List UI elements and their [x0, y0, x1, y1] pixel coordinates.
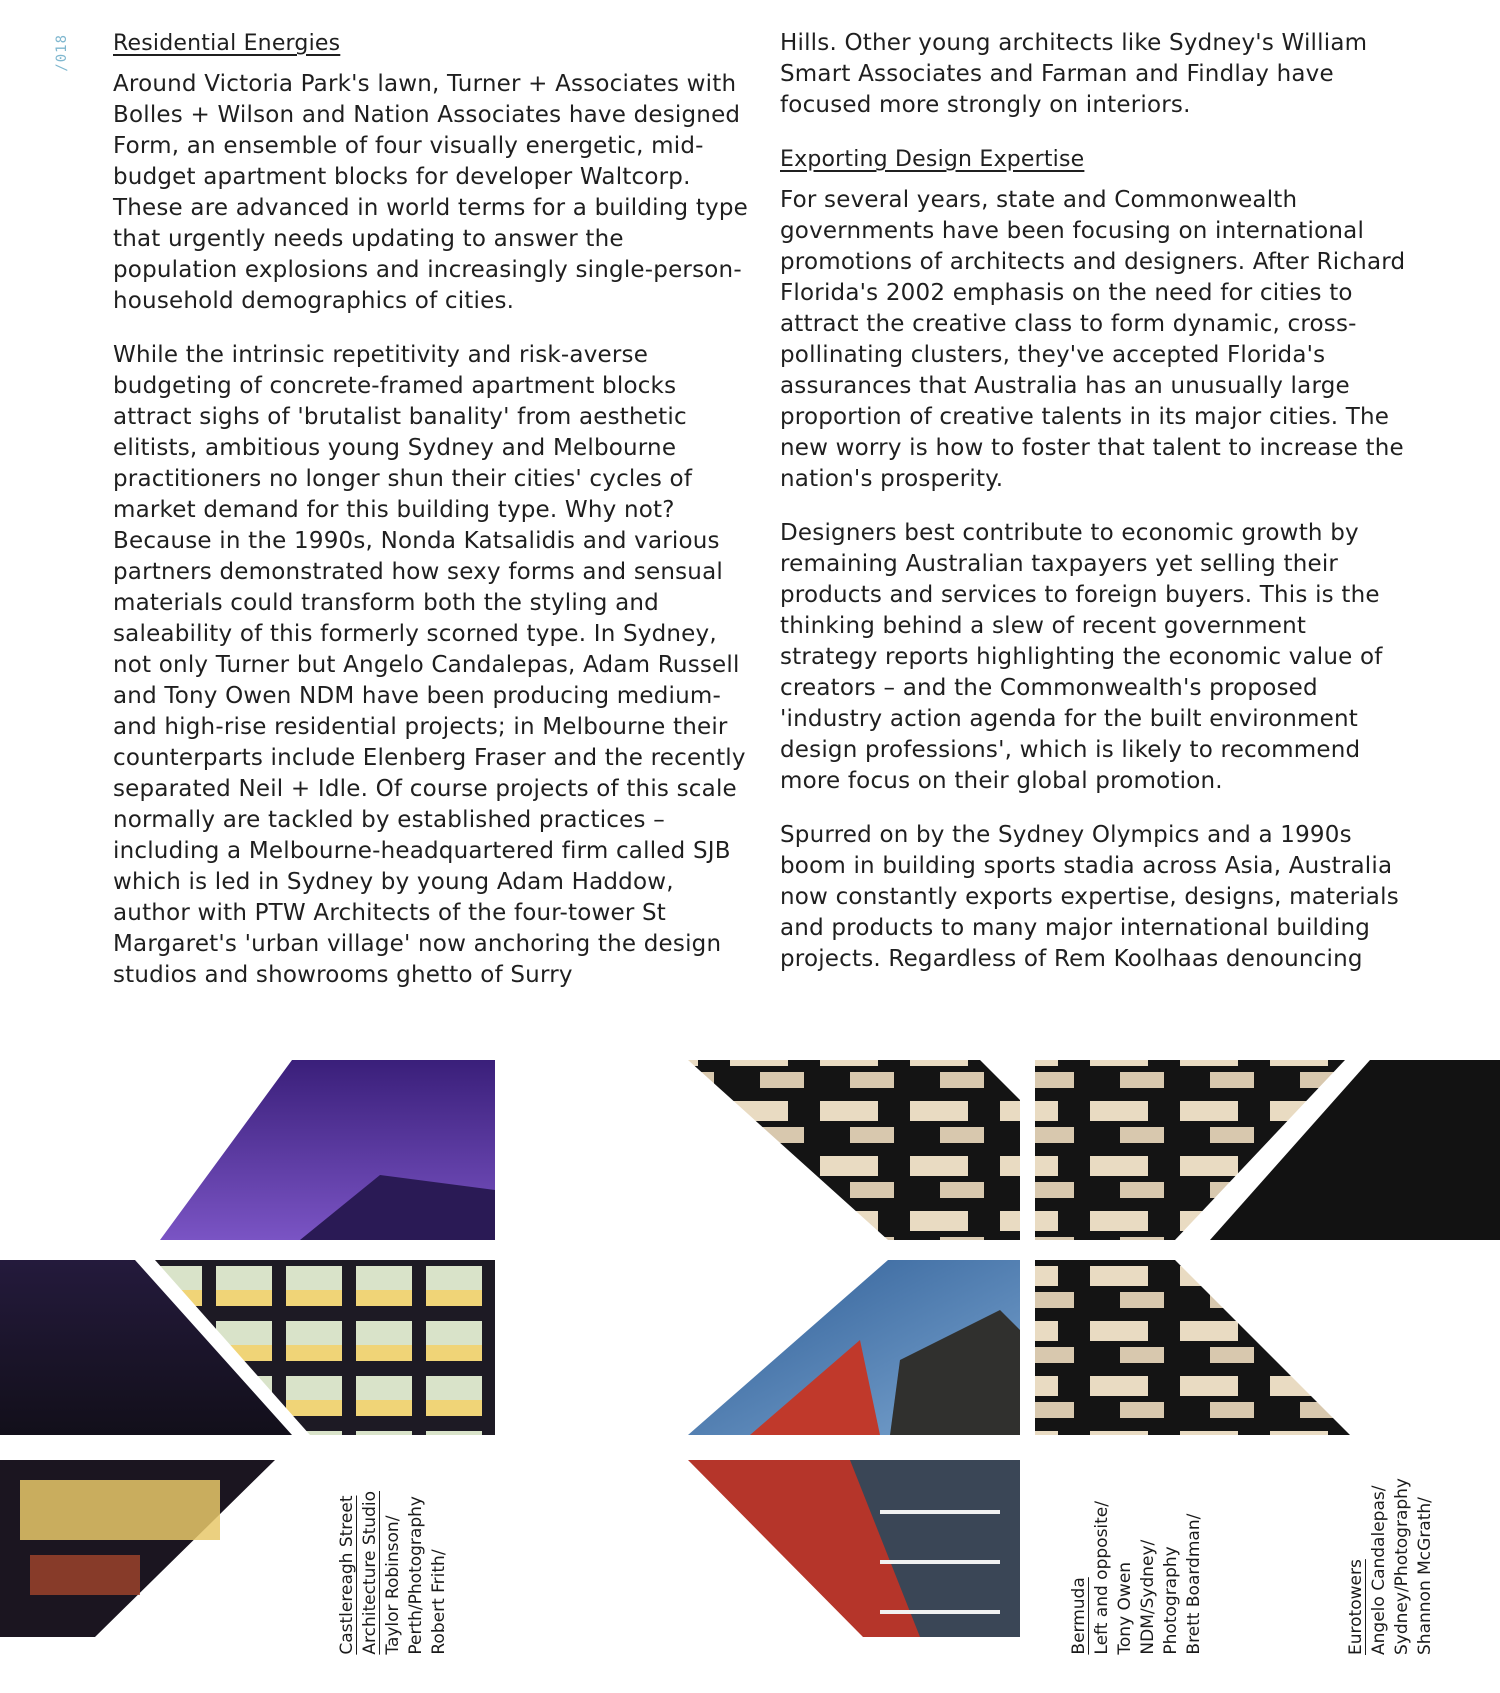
- photo-caption: [336, 1491, 451, 1655]
- caption-title: Castlereagh Street: [337, 1495, 357, 1655]
- paragraph: Around Victoria Park's lawn, Turner + Associates with Bolles + Wilson and Nation Associates have designed Form, an ensemble of four visually energetic, mid-budget apartment blocks for developer Waltcorp. These are advanced in world terms for a building type that urgently needs updating to answer the population explosions and increasingly single-person-household demographics of cities.: [113, 71, 749, 314]
- page-number: /018: [54, 34, 70, 72]
- photo-facade-mid-right: [1035, 1260, 1350, 1435]
- paragraph-continued: Hills. Other young architects like Sydney's William Smart Associates and Farman and Findlay have focused more strongly on interiors.: [780, 30, 1368, 118]
- photo-collage: [0, 1040, 1500, 1660]
- caption-title: Eurotowers: [1346, 1559, 1366, 1655]
- section-heading-exporting: Exporting Design Expertise: [780, 147, 1085, 172]
- caption-credit: Sydney/Photography: [1392, 1478, 1412, 1655]
- paragraph: Designers best contribute to economic growth by remaining Australian taxpayers yet selling their products and services to foreign buyers. This is the thinking behind a slew of recent government strategy reports highlighting the economic value of creators – and the Commonwealth's proposed 'industry action agenda for the built environment design professions', which is likely to recommend more focus on their global promotion.: [780, 520, 1383, 794]
- photo-caption: [1345, 1478, 1437, 1655]
- caption-title: Architecture Studio: [360, 1491, 380, 1655]
- section-heading-residential: Residential Energies: [113, 31, 341, 56]
- caption-credit: Shannon McGrath/: [1415, 1497, 1435, 1655]
- caption-credit: Angelo Candalepas/: [1369, 1485, 1389, 1655]
- paragraph: For several years, state and Commonwealth governments have been focusing on international promotions of architects and designers. After Richard Florida's 2002 emphasis on the need for cities to attract the creative class to form dynamic, cross-pollinating clusters, they've accepted Florida's assurances that Australia has an unusually large proportion of creative talents in its major cities. The new worry is how to foster that talent to increase the nation's prosperity.: [780, 187, 1406, 492]
- paragraph: Spurred on by the Sydney Olympics and a 1990s boom in building sports stadia across Asia, Australia now constantly exports expertise, designs, materials and products to many major international building projects. Regardless of Rem Koolhaas denouncing: [780, 822, 1399, 972]
- caption-credit: Tony Owen: [1115, 1562, 1135, 1655]
- caption-credit: NDM/Sydney/: [1138, 1540, 1158, 1655]
- photo-facade-top-left: [688, 1060, 1020, 1240]
- right-column: [780, 28, 1410, 998]
- caption-credit: Perth/Photography: [406, 1496, 426, 1655]
- paragraph: While the intrinsic repetitivity and risk-averse budgeting of concrete-framed apartment blocks attract sighs of 'brutalist banality' from aesthetic elitists, ambitious young Sydney and Melbourne practitioners no longer shun their cities' cycles of market demand for this building type. Why not? Because in the 1990s, Nonda Katsalidis and various partners demonstrated how sexy forms and sensual materials could transform both the styling and saleability of this formerly scorned type. In Sydney, not only Turner but Angelo Candalepas, Adam Russell and Tony Owen NDM have been producing medium- and high-rise residential projects; in Melbourne their counterparts include Elenberg Fraser and the recently separated Neil + Idle. Of course projects of this scale normally are tackled by established practices – including a Melbourne-headquartered firm called SJB which is led in Sydney by young Adam Haddow, author with PTW Architects of the four-tower St Margaret's 'urban village' now anchoring the design studios and showrooms ghetto of Surry: [113, 342, 746, 988]
- left-column: [113, 28, 753, 1014]
- photo-caption: [1068, 1501, 1206, 1655]
- caption-credit: Brett Boardman/: [1184, 1514, 1204, 1655]
- caption-credit: Robert Frith/: [429, 1549, 449, 1655]
- caption-credit: Left and opposite/: [1092, 1501, 1112, 1655]
- caption-title: Bermuda: [1069, 1577, 1089, 1655]
- caption-credit: Photography: [1161, 1546, 1181, 1655]
- caption-credit: Taylor Robinson/: [383, 1515, 403, 1655]
